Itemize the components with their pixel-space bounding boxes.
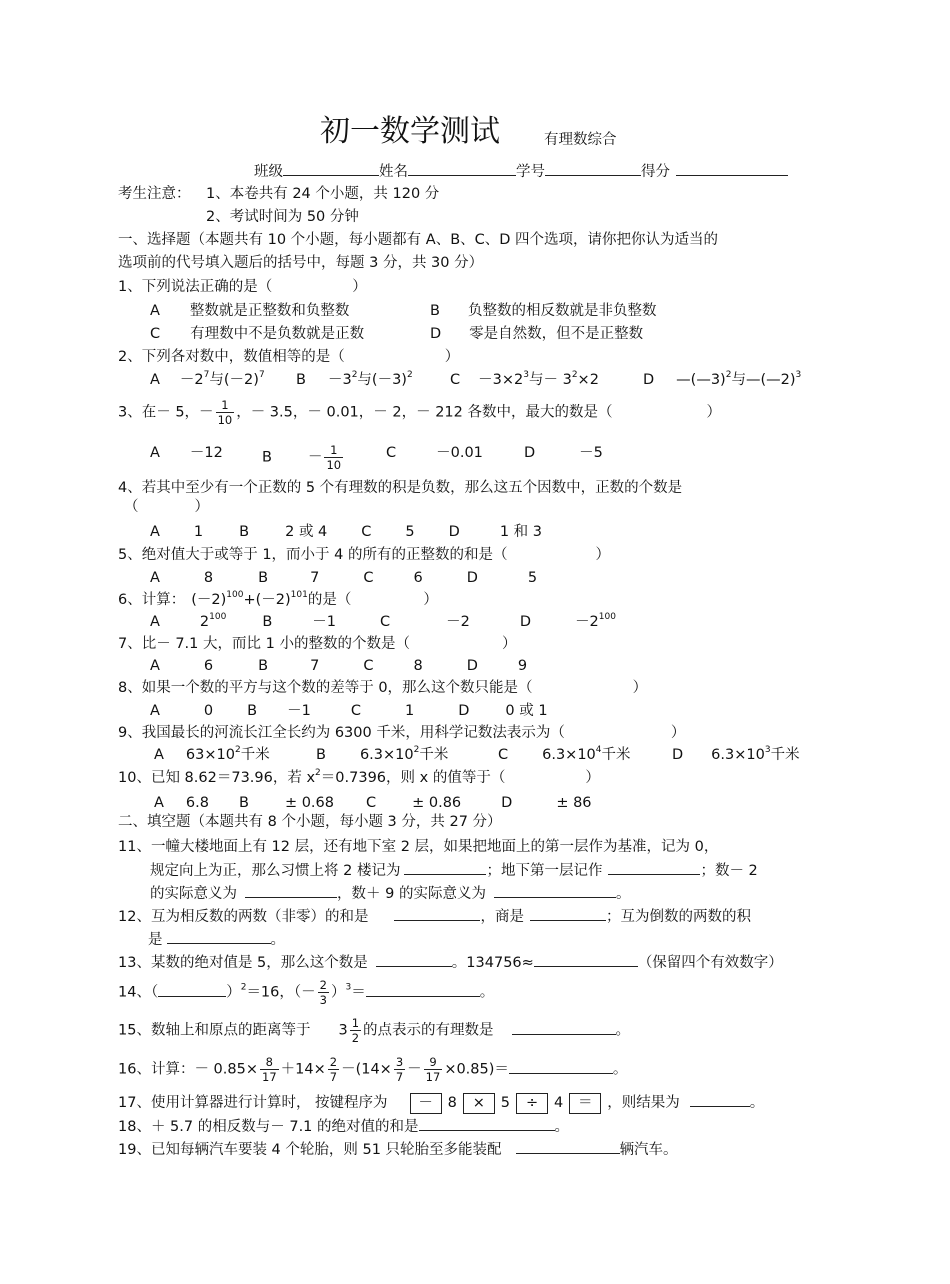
- question-stem: 14、（ ）$^2$＝16，（－ $\frac{2}{3}$ ）$^3$＝ 。: [118, 978, 495, 1007]
- question-stem: 15、数轴上和原点的距离等于 3 $\frac{1}{2}$ 的点表示的有理数是 。: [118, 1016, 631, 1045]
- answer-blank[interactable]: [394, 905, 480, 921]
- notice-item: 1、本卷共有 24 个小题，共 120 分: [206, 186, 440, 202]
- question-stem: 16、计算：－ 0.85× $\frac{8}{17}$ ＋14× $\frac{2}{7}$ －(14× $\frac{3}{7}$ － $\frac{9}{17}$ ×0.85)＝ 。: [118, 1055, 628, 1084]
- id-blank[interactable]: [545, 160, 641, 176]
- class-label: 班级: [254, 164, 283, 180]
- fraction: $\frac{3}{7}$: [395, 1055, 404, 1084]
- fraction: $\frac{2}{7}$: [329, 1055, 338, 1084]
- question-stem: 17、使用计算器进行计算时， 按键程序为 － 8 × 5 ÷ 4 ＝ ，则结果为 。: [118, 1091, 764, 1114]
- answer-blank[interactable]: [608, 859, 700, 875]
- question-stem: 1、下列说法正确的是（ ）: [118, 279, 367, 295]
- question-stem: 12、互为相反数的两数（非零）的和是 ，商是 ；互为倒数的两数的积: [118, 905, 751, 927]
- answer-blank[interactable]: [509, 1058, 613, 1074]
- name-blank[interactable]: [408, 160, 516, 176]
- fraction: $\frac{8}{17}$: [262, 1055, 277, 1084]
- page-title: 初一数学测试: [320, 114, 500, 149]
- option-b: B － $\frac{1}{10}$: [262, 443, 342, 472]
- option-d: D —(—3)$^2$与—(—2)$^3$: [643, 370, 802, 388]
- option-b: B 负整数的相反数就是非负整数: [430, 303, 657, 319]
- question-stem: 8、如果一个数的平方与这个数的差等于 0，那么这个数只能是（ ）: [118, 680, 648, 696]
- class-blank[interactable]: [283, 160, 379, 176]
- id-label: 学号: [516, 164, 545, 180]
- fraction: $\frac{1}{10}$: [217, 398, 233, 427]
- question-stem: 4、若其中至少有一个正数的 5 个有理数的积是负数，那么这五个因数中，正数的个数是: [118, 480, 683, 496]
- answer-blank[interactable]: [516, 1138, 620, 1154]
- answer-blank[interactable]: [530, 905, 606, 921]
- option-d: D $6.3\times 10^3$千米: [672, 745, 800, 763]
- minus-key[interactable]: －: [410, 1093, 442, 1114]
- answer-blank[interactable]: [419, 1115, 555, 1131]
- answer-blank[interactable]: [158, 981, 226, 997]
- option-row: A 8 B 7 C 6 D 5: [150, 570, 538, 586]
- fraction: $\frac{2}{3}$: [319, 978, 327, 1007]
- option-a: A 整数就是正整数和负整数: [150, 303, 350, 319]
- notice-item: 2、考试时间为 50 分钟: [206, 209, 359, 225]
- page-subtitle: 有理数综合: [544, 132, 617, 148]
- section-heading: 二、填空题（本题共有 8 个小题，每小题 3 分，共 27 分）: [118, 814, 502, 830]
- option-d: D －5: [524, 445, 603, 461]
- fraction: $\frac{9}{17}$: [425, 1055, 441, 1084]
- option-b: B $6.3\times 10^2$千米: [316, 745, 449, 763]
- equals-key[interactable]: ＝: [569, 1093, 601, 1114]
- option-row: A 6 B 7 C 8 D 9: [150, 658, 528, 674]
- section-heading: 一、选择题（本题共有 10 个小题，每小题都有 A、B、C、D 四个选项，请你把你认为适当的: [118, 232, 719, 248]
- score-label: 得分: [641, 164, 670, 180]
- question-stem: 11、一幢大楼地面上有 12 层，还有地下室 2 层，如果把地面上的第一层作为基准，记为 0，: [118, 839, 719, 855]
- question-stem: 规定向上为正，那么习惯上将 2 楼记为 ；地下第一层记作 ；数－ 2: [150, 859, 758, 881]
- question-stem: 7、比－ 7.1 大，而比 1 小的整数的个数是（ ）: [118, 636, 517, 652]
- question-stem: 18、＋ 5.7 的相反数与－ 7.1 的绝对值的和是 。: [118, 1115, 569, 1137]
- option-row: A 1 B 2 或 4 C 5 D 1 和 3: [150, 524, 542, 540]
- score-blank[interactable]: [676, 160, 788, 176]
- answer-blank[interactable]: [690, 1091, 750, 1107]
- student-info-row: [254, 160, 788, 182]
- multiply-key[interactable]: ×: [463, 1093, 495, 1114]
- option-row: A 0 B －1 C 1 D 0 或 1: [150, 703, 548, 719]
- question-stem: 2、下列各对数中，数值相等的是（ ）: [118, 349, 460, 365]
- option-d: D 零是自然数，但不是正整数: [430, 326, 644, 342]
- option-row: A $2^{100}$ B －1 C －2 $D -2^{100}$: [150, 612, 616, 630]
- answer-blank[interactable]: [512, 1019, 616, 1035]
- notice-label: 考生注意：: [118, 186, 191, 202]
- question-stem: 3、在－ 5，－ $\frac{1}{10}$ ，－ 3.5，－ 0.01，－ 2，－ 212 各数中，最大的数是（ ）: [118, 398, 721, 427]
- question-stem: （ ）: [124, 499, 209, 515]
- option-c: C 有理数中不是负数就是正数: [150, 326, 365, 342]
- option-a: $A -2^7$与$(-2)^7$: [150, 370, 265, 388]
- answer-blank[interactable]: [245, 882, 337, 898]
- question-stem: 10、已知 8.62＝73.96，若 $x^2=0.7396$，则 x 的值等于（ ）: [118, 768, 600, 786]
- option-row: A 6.8 B ± 0.68 C ± 0.86 D ± 86: [154, 795, 592, 811]
- question-stem: 9、我国最长的河流长江全长约为 6300 千米，用科学记数法表示为（ ）: [118, 725, 686, 741]
- question-stem: 19、已知每辆汽车要装 4 个轮胎，则 51 只轮胎至多能装配 辆汽车。: [118, 1138, 678, 1160]
- question-stem: 13、某数的绝对值是 5，那么这个数是 。134756≈ （保留四个有效数字）: [118, 951, 783, 973]
- answer-blank[interactable]: [167, 928, 271, 944]
- divide-key[interactable]: ÷: [516, 1093, 548, 1114]
- fraction: $\frac{1}{10}$: [326, 443, 342, 472]
- question-stem: 5、绝对值大于或等于 1，而小于 4 的所有的正整数的和是（ ）: [118, 547, 611, 563]
- option-c: C －0.01: [386, 445, 483, 461]
- answer-blank[interactable]: [404, 859, 486, 875]
- option-a: A －12: [150, 445, 223, 461]
- section-heading: 选项前的代号填入题后的括号中，每题 3 分，共 30 分）: [118, 255, 484, 271]
- fraction: $\frac{1}{2}$: [351, 1016, 360, 1045]
- option-b: $B -3^2$与$(-3)^2$: [296, 370, 413, 388]
- question-stem: 6、计算： $(-2)^{100}+(-2)^{101}$的是（ ）: [118, 590, 438, 608]
- option-c: C $6.3\times 10^4$千米: [498, 745, 631, 763]
- answer-blank[interactable]: [366, 981, 480, 997]
- question-stem: 的实际意义为 ，数＋ 9 的实际意义为 。: [150, 882, 630, 904]
- name-label: 姓名: [379, 164, 408, 180]
- question-stem: 是 。: [148, 928, 285, 950]
- option-c: $C -3\times 2^3$与－ $3^2\times 2$: [450, 370, 599, 388]
- option-a: A $63\times 10^2$千米: [154, 745, 270, 763]
- answer-blank[interactable]: [376, 951, 452, 967]
- answer-blank[interactable]: [534, 951, 638, 967]
- answer-blank[interactable]: [494, 882, 616, 898]
